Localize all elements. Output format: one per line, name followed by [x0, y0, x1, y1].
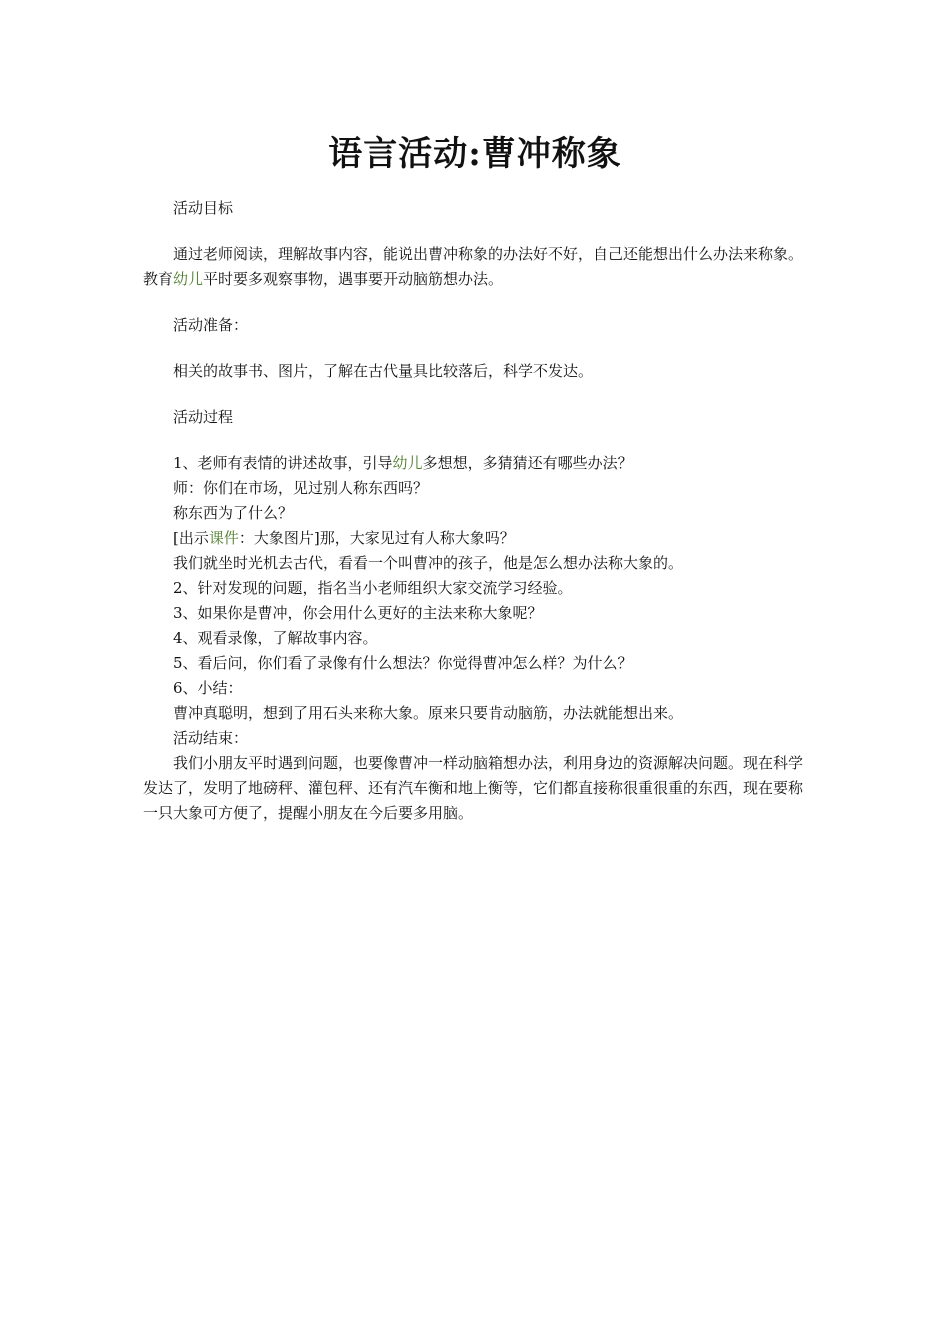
- line-time: 我们就坐时光机去古代，看看一个叫曹冲的孩子，他是怎么想办法称大象的。: [173, 554, 684, 572]
- goal-paragraph: [143, 242, 809, 292]
- document-body: [143, 196, 809, 826]
- step-5: 5、看后问，你们看了录像有什么想法？你觉得曹冲怎么样？为什么？: [173, 654, 633, 672]
- step-6: 6、小结：: [173, 679, 243, 697]
- end-heading: 活动结束：: [173, 729, 249, 747]
- prep-paragraph: 相关的故事书、图片，了解在古代量具比较落后，科学不发达。: [173, 362, 594, 380]
- process-heading: 活动过程: [173, 408, 234, 426]
- line-teacher: 师：你们在市场，见过别人称东西吗？: [173, 479, 429, 497]
- step-4: 4、观看录像，了解故事内容。: [173, 629, 378, 647]
- step-text-part: 多想想，多猜猜还有哪些办法？: [422, 454, 633, 472]
- step-1: [143, 451, 809, 476]
- keyword-link-youer[interactable]: 幼儿: [392, 454, 423, 472]
- step-text-part: 1、老师有表情的讲述故事，引导: [173, 454, 393, 472]
- goal-text-part: 平时要多观察事物，遇事要开动脑筋想办法。: [203, 270, 504, 288]
- line-text-part: [出示: [173, 529, 209, 547]
- line-text-part: ：大象图片]那，大家见过有人称大象吗？: [238, 529, 515, 547]
- goal-text-part: 通过老师阅读，理解故事内容，能说出曹冲称象的办法好不好，自己还能想出什么办法来称象。教育: [143, 245, 804, 288]
- document-title: 语言活动:曹冲称象: [328, 134, 622, 174]
- summary-paragraph: 曹冲真聪明，想到了用石头来称大象。原来只要肯动脑筋，办法就能想出来。: [173, 704, 684, 722]
- prep-heading: 活动准备：: [173, 316, 249, 334]
- step-2: 2、针对发现的问题，指名当小老师组织大家交流学习经验。: [173, 579, 573, 597]
- keyword-link-youer[interactable]: 幼儿: [173, 270, 204, 288]
- goal-heading: 活动目标: [173, 199, 234, 217]
- line-why: 称东西为了什么？: [173, 504, 294, 522]
- end-paragraph: 我们小朋友平时遇到问题，也要像曹冲一样动脑箱想办法，利用身边的资源解决问题。现在科学发达了，发明了地磅秤、灌包秤、还有汽车衡和地上衡等，它们都直接称很重很重的东西，现在要称一只大象可方便了，提醒小朋友在今后要多用脑。: [143, 754, 804, 822]
- keyword-link-kejian[interactable]: 课件: [208, 529, 239, 547]
- step-3: 3、如果你是曹冲，你会用什么更好的主法来称大象呢？: [173, 604, 543, 622]
- line-show: [143, 526, 809, 551]
